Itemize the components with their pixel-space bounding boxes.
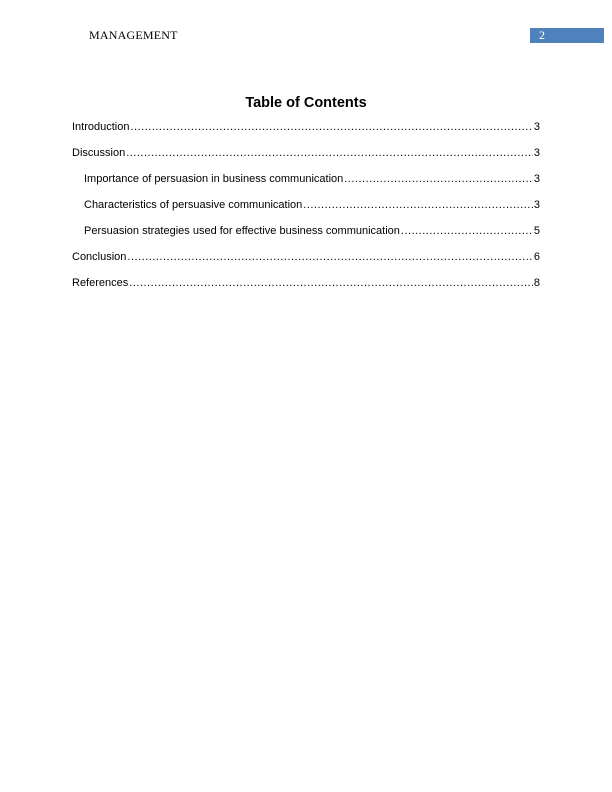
toc-entry-label: References bbox=[72, 277, 129, 289]
toc-entry-label: Conclusion bbox=[72, 251, 127, 263]
toc-entry-label: Importance of persuasion in business communication bbox=[84, 173, 344, 185]
toc-entry-label: Persuasion strategies used for effective business communication bbox=[84, 225, 400, 237]
toc-entry-introduction[interactable] bbox=[72, 118, 540, 144]
running-header-title: MANAGEMENT bbox=[89, 28, 178, 42]
toc-entry-characteristics[interactable] bbox=[72, 196, 540, 222]
toc-entry-page: 3 bbox=[533, 121, 540, 133]
table-of-contents bbox=[72, 118, 540, 300]
toc-entry-label: Characteristics of persuasive communication bbox=[84, 199, 303, 211]
toc-heading: Table of Contents bbox=[245, 95, 367, 111]
toc-entry-page: 8 bbox=[533, 277, 540, 289]
toc-entry-references[interactable] bbox=[72, 274, 540, 300]
toc-entry-page: 3 bbox=[533, 199, 540, 211]
toc-entry-page: 3 bbox=[533, 147, 540, 159]
page-number-badge bbox=[530, 28, 604, 43]
toc-entry-label: Discussion bbox=[72, 147, 126, 159]
toc-entry-conclusion[interactable] bbox=[72, 248, 540, 274]
dot-leader bbox=[126, 144, 533, 162]
toc-entry-discussion[interactable] bbox=[72, 144, 540, 170]
dot-leader bbox=[130, 118, 532, 136]
dot-leader bbox=[401, 222, 533, 240]
dot-leader bbox=[127, 248, 532, 266]
toc-entry-page: 6 bbox=[533, 251, 540, 263]
toc-entry-importance-of-persuasion[interactable] bbox=[72, 170, 540, 196]
toc-entry-label: Introduction bbox=[72, 121, 130, 133]
toc-entry-page: 3 bbox=[533, 173, 540, 185]
dot-leader bbox=[344, 170, 533, 188]
toc-entry-page: 5 bbox=[533, 225, 540, 237]
dot-leader bbox=[129, 274, 533, 292]
page-number: 2 bbox=[539, 28, 545, 42]
dot-leader bbox=[303, 196, 533, 214]
toc-entry-persuasion-strategies[interactable] bbox=[72, 222, 540, 248]
